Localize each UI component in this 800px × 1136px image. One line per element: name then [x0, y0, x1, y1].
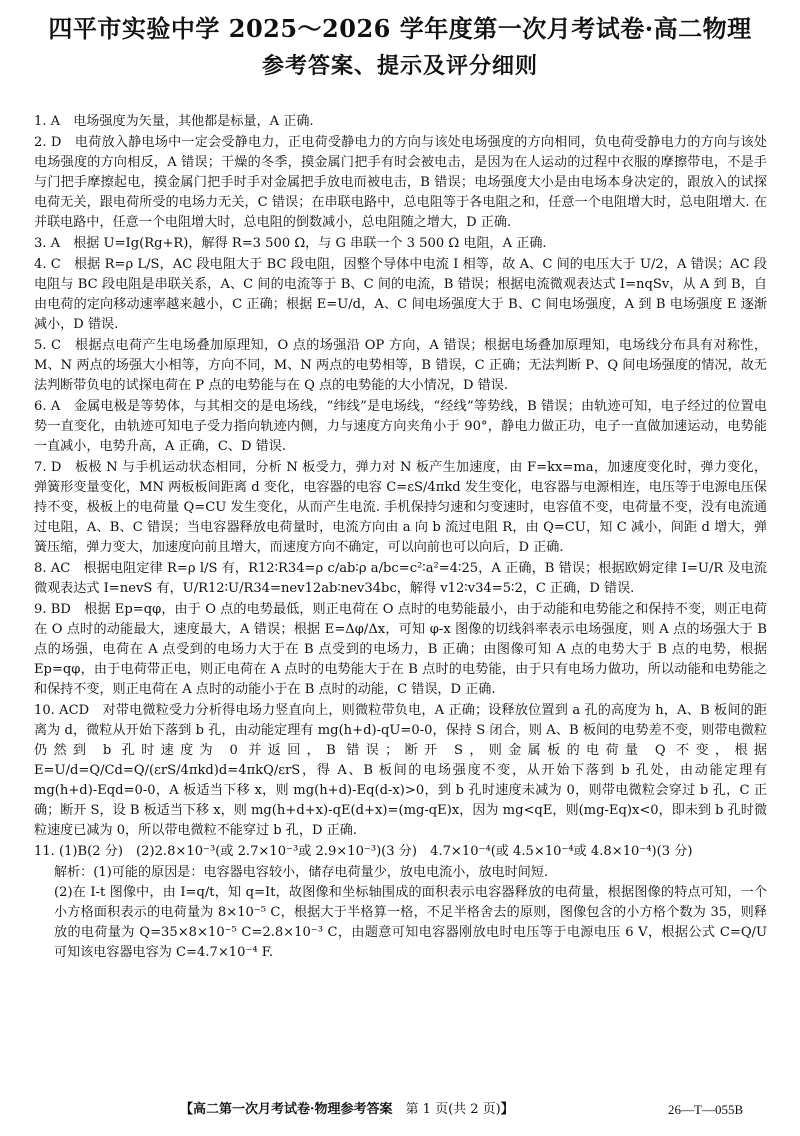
explanation-line-1: 解析：(1)可能的原因是：电容器电容较小，储存电荷量少，放电电流小，放电时间短. — [54, 865, 549, 880]
footer-page-number: 第 1 页(共 2 页) — [405, 1102, 501, 1117]
answer-item-9: 9. BD 根据 Ep=qφ，由于 O 点的电势最低，则正电荷在 O 点时的电势能最小，由于动能和电势能之和保持不变，则正电荷在 O 点时的动能最大，速度最大，A 错误；根据 E=Δφ/Δx，可知 φ-x 图像的切线斜率表示电场强度，则 A 点的场强大于 B 点的场强，电荷在 A 点受到的电场力大于在 B 点受到的电场力，B 正确；由图像可知 A 点的电势大于 B 点的电势，根据 Ep=qφ，由于电荷带正电，则正电荷在 A 点时的电势能大于在 B 点时的电势能，由于只有电场力做功，所以动能和电势能之和保持不变，则正电荷在 A 点时的动能小于在 B 点时的动能，C 错误，D 正确. — [34, 602, 767, 697]
footer-bracket: 】 — [500, 1102, 514, 1117]
page-subtitle: 参考答案、提示及评分细则 — [261, 53, 538, 79]
answer-content — [34, 112, 767, 963]
answer-item-1: 1. A 电场强度为矢量，其他都是标量，A 正确. — [34, 114, 314, 129]
answer-item-3: 3. A 根据 U=Ig(Rg+R)，解得 R=3 500 Ω，与 G 串联一个 3 500 Ω 电阻，A 正确. — [34, 236, 547, 251]
answer-item-7: 7. D 板极 N 与手机运动状态相同，分析 N 板受力，弹力对 N 板产生加速度，由 F=kx=ma，加速度变化时，弹力变化，弹簧形变量变化，MN 两板板间距离 d 变化，电容器的电容 C=εS/4πkd 发生变化，电容器与电源相连，电压等于电源电压保持不变，极板上的电荷量 Q=CU 发生变化，从而产生电流. 手机保持匀速和匀变速时，电容值不变，电荷量不变，没有电流通过电阻，A、B、C 错误；当电容器释放电荷量时，电流方向由 a 向 b 流过电阻 R，由 Q=CU，知 C 减小，间距 d 增大，弹簧压缩，弹力变大，加速度向前且增大，而速度方向不确定，可以向前也可以向后，D 正确. — [34, 460, 767, 555]
footer-code: 26—T—055B — [668, 1102, 744, 1117]
answer-item-5: 5. C 根据点电荷产生电场叠加原理知，O 点的场强沿 OP 方向，A 错误；根据电场叠加原理知，电场线分布具有对称性，M、N 两点的场强大小相等，方向不同，M、N 两点的电势相等，B 错误，C 正确；无法判断 P、Q 间电场强度的情况，故无法判断带负电的试探电荷在 P 点的电势能与在 Q 点的电势能的大小情况，D 错误. — [34, 338, 767, 393]
footer-label: 【高二第一次月考试卷·物理参考答案 — [180, 1102, 406, 1117]
page-title: 四平市实验中学 2025～2026 学年度第一次月考试卷·高二物理 — [48, 14, 752, 43]
answer-item-11: 11. (1)B(2 分) (2)2.8×10⁻³(或 2.7×10⁻³或 2.9×10⁻³)(3 分) 4.7×10⁻⁴(或 4.5×10⁻⁴或 4.8×10⁻⁴)(3 分) — [34, 844, 693, 859]
answer-item-4: 4. C 根据 R=ρ L/S，AC 段电阻大于 BC 段电阻，因整个导体中电流 I 相等，故 A、C 间的电压大于 U/2，A 错误；AC 段电阻与 BC 段电阻是串联关系，A、C 间的电流等于 B、C 间的电流，B 错误；根据电流微观表达式 I=nqSv，从 A 到 B，自由电荷的定向移动速率越来越小，C 正确；根据 E=U/d，A、C 间电场强度大于 B、C 间电场强度，A 到 B 电场强度 E 逐渐减小，D 错误. — [34, 257, 767, 332]
page-footer — [180, 1100, 780, 1120]
answer-item-2: 2. D 电荷放入静电场中一定会受静电力，正电荷受静电力的方向与该处电场强度的方向相同，负电荷受静电力的方向与该处电场强度的方向相反，A 错误；干燥的冬季，摸金属门把手有时会被电击，是因为在人运动的过程中衣服的摩擦带电，不是手与门把手摩擦起电，摸金属门把手时手对金属把手放电而被电击，B 错误；电场强度大小是由电场本身决定的，跟放入的试探电荷无关，跟电荷所受的电场力无关，C 错误；在串联电路中，总电阻等于各电阻之和，任意一个电阻增大时，总电阻增大. 在并联电路中，任意一个电阻增大时，总电阻的倒数减小，总电阻随之增大，D 正确. — [34, 135, 767, 230]
answer-item-10: 10. ACD 对带电微粒受力分析得电场力竖直向上，则微粒带负电，A 正确；设释放位置到 a 孔的高度为 h，A、B 板间的距离为 d，微粒从开始下落到 b 孔，由动能定理有 mg(h+d)-qU=0-0，保持 S 闭合，则 A、B 板间的电势差不变，则带电微粒仍然到 b 孔时速度为 0 并返回，B 错误；断开 S，则金属板的电荷量 Q 不变，根据 E=U/d=Q/Cd=Q/(εrS/4πkd)d=4πkQ/εrS，得 A、B 板间的电场强度不变，从开始下落到 b 孔处，由动能定理有 mg(h+d)-Eqd=0-0，A 板适当下移 x，则 mg(h+d)-Eq(d-x)>0，到 b 孔时速度未减为 0，则带电微粒会穿过 b 孔，C 正确；断开 S，设 B 板适当下移 x，则 mg(h+d+x)-qE(d+x)=(mg-qE)x，因为 mg<qE，则(mg-Eq)x<0，即未到 b 孔时微粒速度已减为 0，所以带电微粒不能穿过 b 孔，D 正确. — [34, 703, 767, 838]
explanation-line-2: (2)在 I-t 图像中，由 I=q/t，知 q=It，故图像和坐标轴围成的面积表示电容器释放的电荷量，根据图像的特点可知，一个小方格面积表示的电荷量为 8×10⁻⁵ C，根据大于半格算一格，不足半格舍去的原则，图像包含的小方格个数为 35，则释放的电荷量为 Q=35×8×10⁻⁵ C=2.8×10⁻³ C，由题意可知电容器刚放电时电压等于电源电压 6 V，根据公式 C=Q/U 可知该电容器电容为 C=4.7×10⁻⁴ F. — [54, 885, 767, 960]
answer-item-8: 8. AC 根据电阻定律 R=ρ l/S 有，R12∶R34=ρ c/ab∶ρ a/bc=c²∶a²=4∶25，A 正确，B 错误；根据欧姆定律 I=U/R 及电流微观表达式 I=nevS 有，U/R12∶U/R34=nev12ab∶nev34bc，解得 v12∶v34=5∶2，C 正确，D 错误. — [34, 561, 767, 596]
answer-item-6: 6. A 金属电极是等势体，与其相交的是电场线，“纬线”是电场线，“经线”等势线，B 错误；由轨迹可知，电子经过的位置电势一直变化，由轨迹可知电子受力指向轨迹内侧，力与速度方向夹角小于 90°，静电力做正功，电子一直做加速运动，电势能一直减小，电势升高，A 正确，C、D 错误. — [34, 399, 767, 454]
